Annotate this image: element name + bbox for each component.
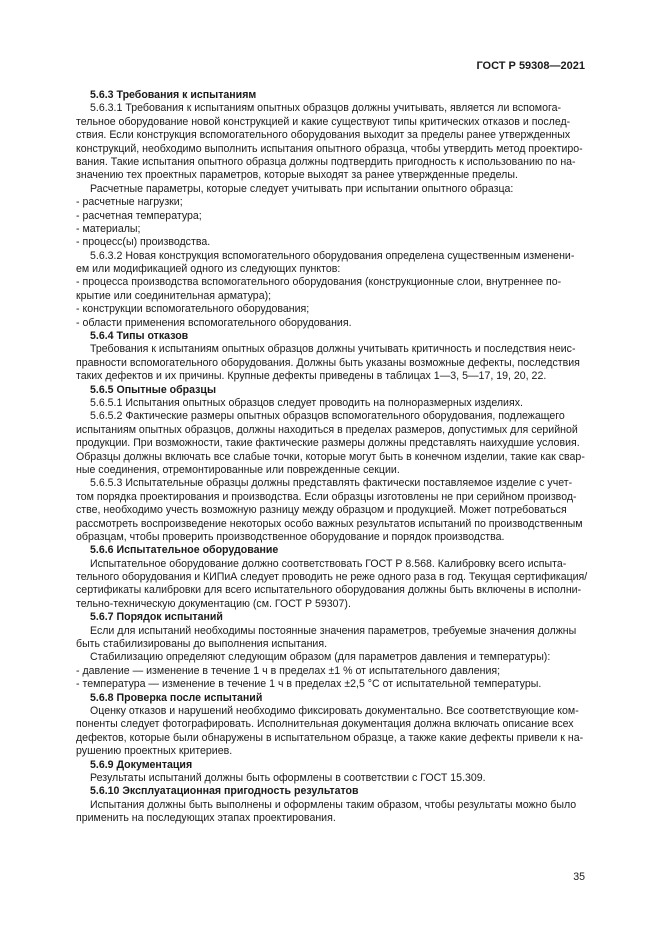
text-line: 5.6.3.2 Новая конструкция вспомогательного оборудования определена существенным изменени-: [90, 249, 575, 262]
text-line: - материалы;: [76, 222, 141, 235]
text-line: том порядка проектирования и производства. Если образцы изготовлены не при серийном производ-: [76, 490, 577, 503]
text-line: 5.6.5.1 Испытания опытных образцов следует проводить на полноразмерных изделиях.: [90, 396, 523, 409]
text-line: Оценку отказов и нарушений необходимо фиксировать документально. Все соответствующие ком-: [90, 704, 579, 717]
section-heading: 5.6.10 Эксплуатационная пригодность результатов: [90, 785, 359, 798]
text-line: 5.6.3.1 Требования к испытаниям опытных образцов должны учитывать, является ли вспомога-: [90, 102, 562, 115]
text-line: применить на последующих этапах проектирования.: [76, 812, 336, 825]
text-line: Требования к испытаниям опытных образцов должны учитывать критичность и последствия неис-: [90, 343, 576, 356]
text-line: испытаниям опытных образцов, должны находиться в пределах размеров, допустимых для серийной: [76, 423, 578, 436]
text-line: правности вспомогательного оборудования. Должны быть указаны возможные дефекты, последствия: [76, 356, 580, 369]
section-heading: 5.6.7 Порядок испытаний: [90, 611, 223, 624]
document-body: [76, 89, 587, 825]
section-heading: 5.6.8 Проверка после испытаний: [90, 691, 263, 704]
text-line: - процесса производства вспомогательного оборудования (конструкционные слои, внутреннее по-: [76, 276, 562, 289]
text-line: таких дефектов и их причины. Крупные дефекты приведены в таблицах 1—3, 5—17, 19, 20, 22.: [76, 370, 547, 383]
text-line: Испытательное оборудование должно соответствовать ГОСТ Р 8.568. Калибровку всего испыта-: [90, 557, 567, 570]
section-heading: 5.6.4 Типы отказов: [90, 330, 189, 343]
text-line: тельно-техническую документацию (см. ГОСТ Р 59307).: [76, 597, 351, 610]
text-line: 5.6.5.3 Испытательные образцы должны представлять фактически поставляемое изделие с учет-: [90, 477, 573, 490]
section-heading: 5.6.3 Требования к испытаниям: [90, 89, 257, 101]
text-line: образцам, чтобы проверить производственное оборудование и порядок производства.: [76, 530, 505, 543]
page-number: 35: [573, 871, 585, 883]
text-line: дефектов, которые были обнаружены в испытательном образце, а также какие дефекты привели к на-: [76, 731, 584, 744]
text-line: быть стабилизированы до выполнения испытания.: [76, 638, 328, 651]
text-line: - конструкции вспомогательного оборудования;: [76, 303, 310, 316]
text-line: Если для испытаний необходимы постоянные значения параметров, требуемые значения должны: [90, 624, 577, 637]
section-heading: 5.6.5 Опытные образцы: [90, 383, 216, 396]
text-line: тельное оборудование новой конструкцией и какие существуют типы критических отказов и послед-: [76, 115, 571, 128]
text-line: стве, необходимо учесть возможную разницу между образцом и продукцией. Может потребоваться: [76, 504, 567, 517]
text-line: рассмотреть воспроизведение некоторых особо важных результатов испытаний по производственным: [76, 517, 583, 530]
text-line: ные соединения, отремонтированные или поврежденные секции.: [76, 463, 400, 476]
text-line: Результаты испытаний должны быть оформлены в соответствии с ГОСТ 15.309.: [90, 771, 486, 784]
text-line: Образцы должны включать все слабые точки, которые могут быть в конечном изделии, такие как свар-: [76, 450, 585, 463]
text-line: ствия. Если конструкция вспомогательного оборудования выходит за пределы ранее утвержденных: [76, 129, 571, 142]
text-line: - расчетная температура;: [76, 209, 202, 222]
text-line: значению тех проектных параметров, которые выходят за ранее утвержденные пределы.: [76, 169, 518, 182]
text-line: конструкций, необходимо выполнить испытания опытного образца, чтобы утвердить метод проектиро-: [76, 142, 583, 155]
text-line: ем или модификацией одного из следующих пунктов:: [76, 263, 341, 276]
text-line: - температура — изменение в течение 1 ч в пределах ±2,5 °С от испытательной температуры.: [76, 678, 542, 691]
text-line: - области применения вспомогательного оборудования.: [76, 316, 352, 329]
text-line: тельного оборудования и КИПиА следует проводить не реже одного раза в год. Текущая сертификация/: [76, 571, 588, 584]
text-line: вания. Такие испытания опытного образца должны подтвердить пригодность к использованию по на-: [76, 155, 576, 168]
text-line: крытие или соединительная арматура);: [76, 289, 272, 302]
text-line: - давление — изменение в течение 1 ч в пределах ±1 % от испытательного давления;: [76, 664, 501, 677]
text-line: - расчетные нагрузки;: [76, 196, 183, 209]
text-line: сертификаты калибровки для всего испытательного оборудования должны быть включены в исполни-: [76, 584, 582, 597]
text-line: рушению проектных критериев.: [76, 745, 233, 758]
text-line: Стабилизацию определяют следующим образом (для параметров давления и температуры):: [90, 651, 551, 664]
text-line: Испытания должны быть выполнены и оформлены таким образом, чтобы результаты можно было: [90, 798, 577, 811]
text-line: поненты следует фотографировать. Исполнительная документация должна включать описание всех: [76, 718, 574, 731]
text-line: Расчетные параметры, которые следует учитывать при испытании опытного образца:: [90, 182, 514, 195]
section-heading: 5.6.6 Испытательное оборудование: [90, 544, 279, 557]
document-code: ГОСТ Р 59308—2021: [476, 60, 585, 72]
section-heading: 5.6.9 Документация: [90, 758, 193, 771]
text-line: - процесс(ы) производства.: [76, 236, 211, 249]
text-line: 5.6.5.2 Фактические размеры опытных образцов вспомогательного оборудования, подлежащего: [90, 410, 565, 423]
text-line: продукции. При возможности, такие фактические размеры должны представлять наихудшие условия.: [76, 437, 580, 450]
